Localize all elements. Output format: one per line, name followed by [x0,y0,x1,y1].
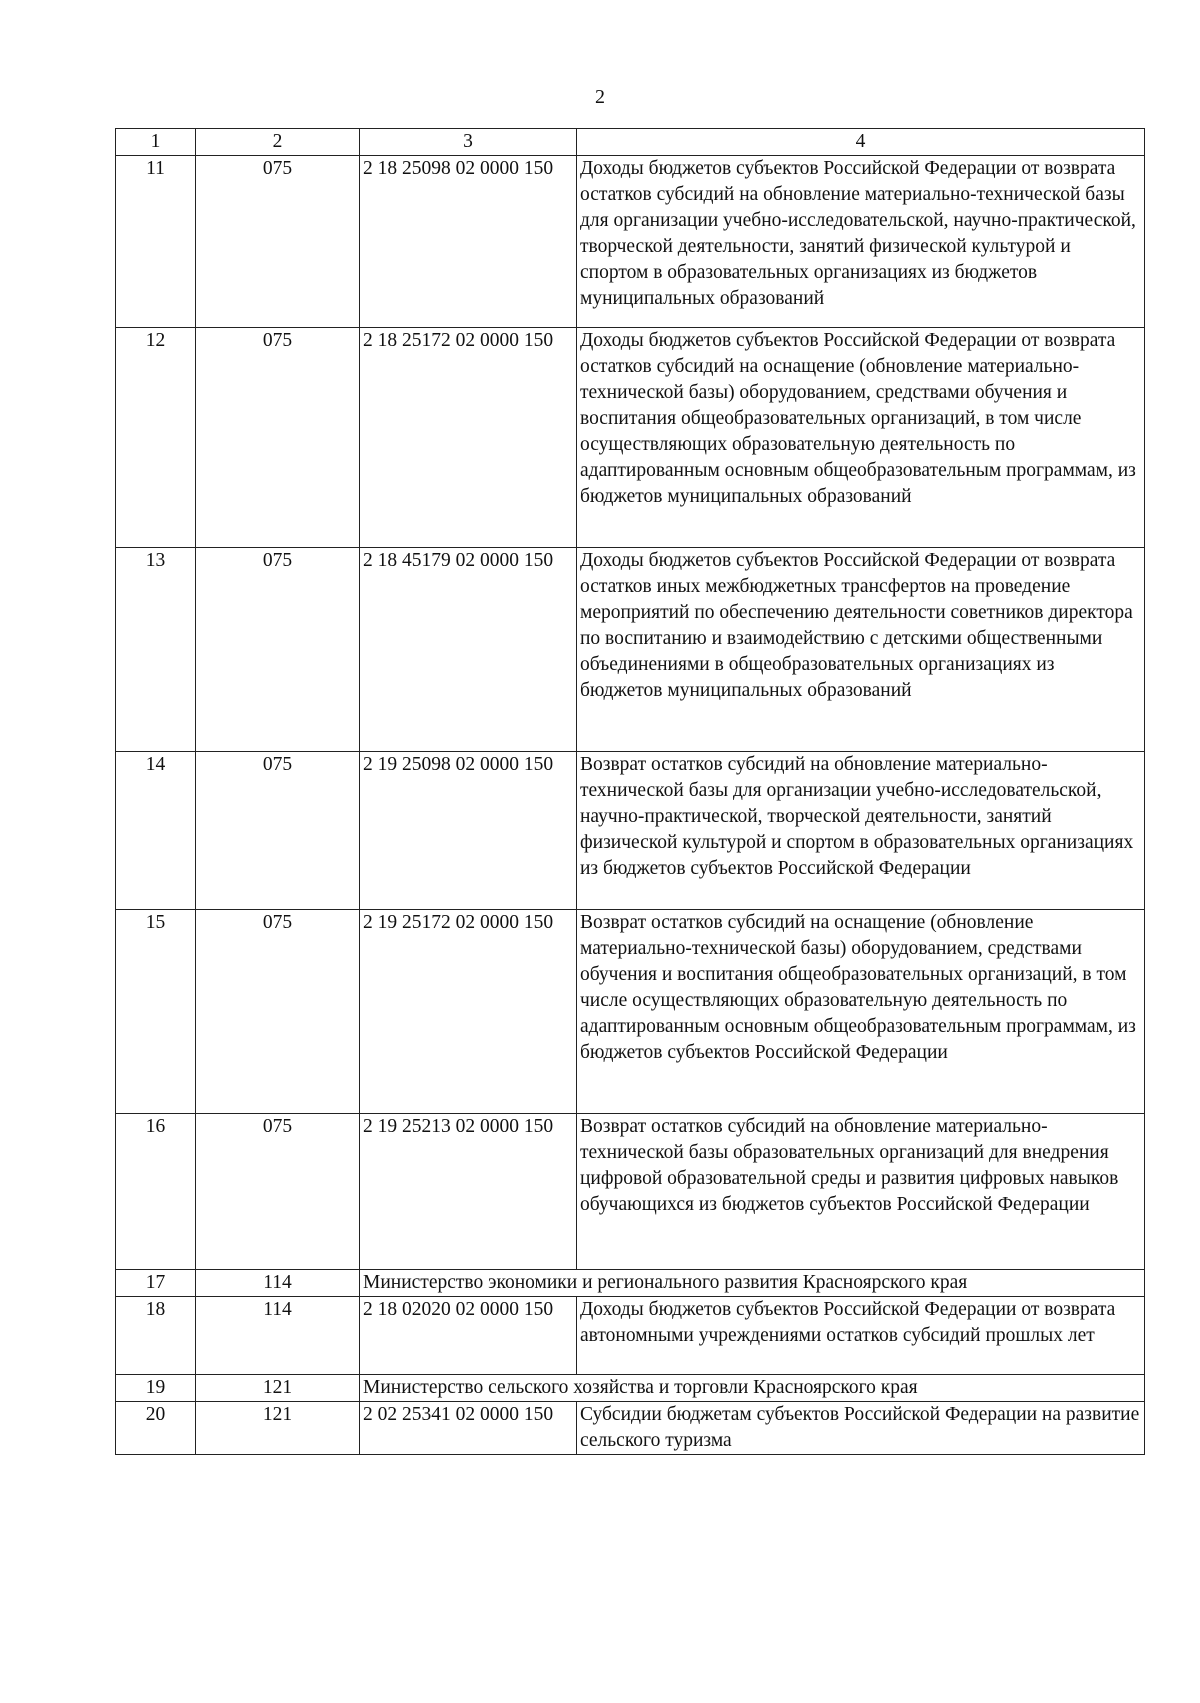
ministry-name: Министерство сельского хозяйства и торговли Красноярского края [360,1375,1145,1402]
header-col-4: 4 [577,129,1145,156]
row-number: 15 [116,910,196,1114]
table-row [116,910,1145,1114]
table-row [116,328,1145,548]
header-col-3: 3 [360,129,577,156]
admin-code: 121 [196,1375,360,1402]
income-description: Возврат остатков субсидий на обновление материально-технической базы образовательных организаций для внедрения цифровой образовательной среды и развития цифровых навыков обучающихся из бюджетов субъектов Российской Федерации [577,1114,1145,1270]
admin-code: 075 [196,1114,360,1270]
admin-code: 114 [196,1270,360,1297]
table-header-row [116,129,1145,156]
admin-code: 075 [196,328,360,548]
budget-code: 2 18 45179 02 0000 150 [360,548,577,752]
income-description: Субсидии бюджетам субъектов Российской Федерации на развитие сельского туризма [577,1402,1145,1455]
row-number: 11 [116,156,196,328]
header-col-1: 1 [116,129,196,156]
admin-code: 075 [196,910,360,1114]
income-description: Возврат остатков субсидий на оснащение (обновление материально-технической базы) оборудованием, средствами обучения и воспитания общеобразовательных организаций, в том числе осуществляющих образовательную деятельность по адаптированным основным общеобразовательным программам, из бюджетов субъектов Российской Федерации [577,910,1145,1114]
table-row [116,1270,1145,1297]
table-row [116,548,1145,752]
row-number: 14 [116,752,196,910]
row-number: 19 [116,1375,196,1402]
admin-code: 075 [196,548,360,752]
row-number: 18 [116,1297,196,1375]
budget-code: 2 19 25213 02 0000 150 [360,1114,577,1270]
admin-code: 075 [196,752,360,910]
income-codes-table [115,128,1145,1455]
budget-code: 2 19 25098 02 0000 150 [360,752,577,910]
table-row [116,1114,1145,1270]
table-row [116,752,1145,910]
table-row [116,1297,1145,1375]
income-description: Доходы бюджетов субъектов Российской Федерации от возврата остатков субсидий на оснащение (обновление материально-технической базы) оборудованием, средствами обучения и воспитания общеобразовательных организаций, в том числе осуществляющих образовательную деятельность по адаптированным основным общеобразовательным программам, из бюджетов муниципальных образований [577,328,1145,548]
income-description: Доходы бюджетов субъектов Российской Федерации от возврата автономными учреждениями остатков субсидий прошлых лет [577,1297,1145,1375]
budget-code: 2 18 25172 02 0000 150 [360,328,577,548]
table-row [116,1375,1145,1402]
ministry-name: Министерство экономики и регионального развития Красноярского края [360,1270,1145,1297]
row-number: 16 [116,1114,196,1270]
budget-code: 2 18 25098 02 0000 150 [360,156,577,328]
page-number: 2 [595,86,605,108]
income-description: Доходы бюджетов субъектов Российской Федерации от возврата остатков субсидий на обновление материально-технической базы для организации учебно-исследовательской, научно-практической, творческой деятельности, занятий физической культурой и спортом в образовательных организациях из бюджетов муниципальных образований [577,156,1145,328]
header-col-2: 2 [196,129,360,156]
row-number: 12 [116,328,196,548]
income-description: Возврат остатков субсидий на обновление материально-технической базы для организации учебно-исследовательской, научно-практической, творческой деятельности, занятий физической культурой и спортом в образовательных организациях из бюджетов субъектов Российской Федерации [577,752,1145,910]
row-number: 20 [116,1402,196,1455]
admin-code: 114 [196,1297,360,1375]
table-row [116,1402,1145,1455]
row-number: 17 [116,1270,196,1297]
income-description: Доходы бюджетов субъектов Российской Федерации от возврата остатков иных межбюджетных трансфертов на проведение мероприятий по обеспечению деятельности советников директора по воспитанию и взаимодействию с детскими общественными объединениями в общеобразовательных организациях из бюджетов муниципальных образований [577,548,1145,752]
budget-code: 2 18 02020 02 0000 150 [360,1297,577,1375]
budget-code: 2 19 25172 02 0000 150 [360,910,577,1114]
admin-code: 075 [196,156,360,328]
row-number: 13 [116,548,196,752]
admin-code: 121 [196,1402,360,1455]
table-row [116,156,1145,328]
budget-code: 2 02 25341 02 0000 150 [360,1402,577,1455]
